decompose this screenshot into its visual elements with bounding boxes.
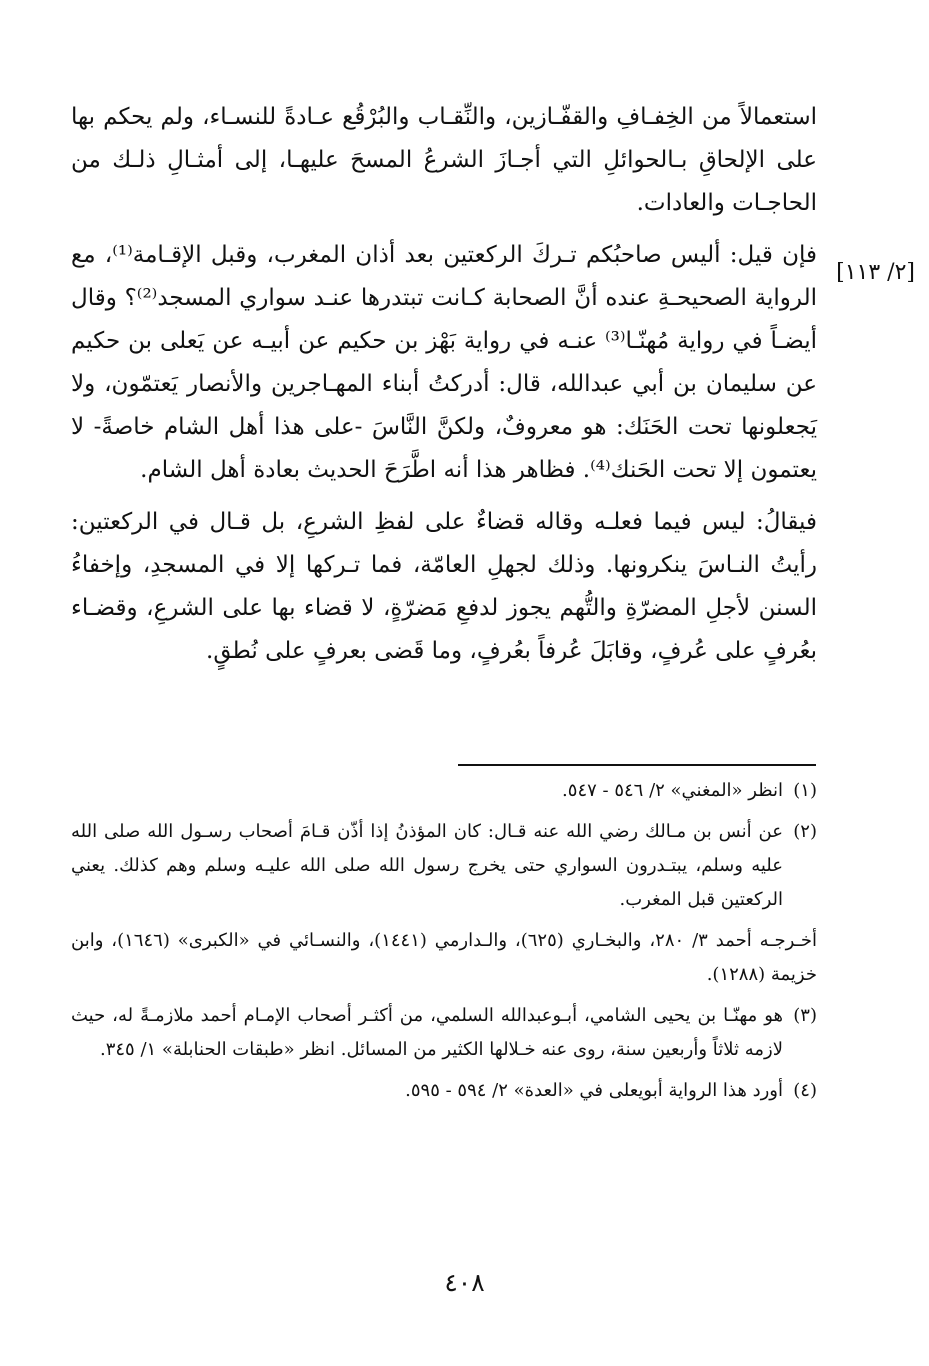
- footnote-text: أورد هذا الرواية أبويعلى في «العدة» ٢/ ٥٩٤ - ٥٩٥.: [405, 1080, 783, 1101]
- footnote-2: [71, 815, 817, 917]
- paragraph-1: استعمالاً من الخِفـافِ والقفّـازين، والنِّقـاب والبُرْقُع عـادةً للنسـاء، ولم يحكم بها على الإلحاقِ بـالحوائلِ التي أجـازَ الشرعُ المسحَ عليهـا، إلى أمثـالِ ذلـك من الحاجـات والعادات.: [71, 104, 817, 216]
- page-number: ٤٠٨: [444, 1268, 485, 1297]
- footnote-number: (١): [793, 780, 817, 801]
- margin-reference: [٢/ ١١٣]: [836, 260, 915, 285]
- footnote-4: [71, 1074, 817, 1108]
- footnote-number: (٢): [793, 821, 817, 842]
- footnote-1: [71, 774, 817, 808]
- footnote-3: [71, 999, 817, 1067]
- footnote-number: (٣): [793, 1005, 817, 1026]
- footnote-number: (٤): [793, 1080, 817, 1101]
- footnote-separator: [458, 764, 816, 766]
- paragraph-2: فإن قيل: أليس صاحبُكم تـركَ الركعتين بعد أذان المغرب، وقبل الإقـامة⁽¹⁾، مع الرواية الصحيحـةِ عنده أنَّ الصحابة كـانت تبتدرها عنـد سواري المسجد⁽²⁾؟ وقال أيضـاً في رواية مُهنّـا⁽³⁾ عنـه في رواية بَهْز بن حكيم عن أبيـه عن يَعلى بن حكيم عن سليمان بن أبي عبدالله، قال: أدركتُ أبناء المهـاجرين والأنصار يَعتمّون، ولا يَجعلونها تحت الحَنَك: هو معروفٌ، ولكنَّ النَّاسَ -على هذا أهل الشام خاصةً- لا يعتمون إلا تحت الحَنك⁽⁴⁾. فظاهر هذا أنه اطَّرَحَ الحديث بعادة أهل الشام.: [71, 242, 817, 483]
- footnote-text: عن أنس بن مـالك رضي الله عنه قـال: كان المؤذنُ إذا أذّن قـامَ أصحاب رسـول الله صلى الله عليه وسلم، يبتـدرون السواري حتى يخرج رسول الله صلى الله عليـه وسلم وهم كذلك. يعني الركعتين قبل المغرب.: [71, 821, 783, 910]
- main-text: [71, 96, 817, 673]
- footnote-text: انظر «المغني» ٢/ ٥٤٦ - ٥٤٧.: [562, 780, 783, 801]
- footnote-2-citation: أخـرجـه أحمد ٣/ ٢٨٠، والبخـاري (٦٢٥)، والـدارمي (١٤٤١)، والنسـائي في «الكبرى» (١٦٤٦)، وابن خزيمة (١٢٨٨).: [71, 930, 817, 985]
- footnotes: [71, 774, 817, 1115]
- paragraph-3: فيقالُ: ليس فيما فعلـه وقاله قضاءٌ على لفظِ الشرعِ، بل قـال في الركعتين: رأيتُ النـاسَ ينكرونها. وذلك لجهلِ العامّة، فما تـركها إلا في المسجدِ، وإخفاءُ السنن لأجلِ المضرّةِ والتُّهم يجوز لدفعِ مَضرّةٍ، لا قضاء بها على الشرعِ، وقضـاء بعُرفٍ على عُرفٍ، وقابَلَ عُرفاً بعُرفٍ، وما قَضى بعرفٍ على نُطقٍ.: [71, 509, 817, 664]
- footnote-text: هو مهنّـا بن يحيى الشامي، أبـوعبدالله السلمي، من أكثـر أصحاب الإمـام أحمد ملازمـةً له، حيث لازمه ثلاثاً وأربعين سنة، روى عنه خـلالها الكثير من المسائل. انظر «طبقات الحنابلة» ١/ ٣٤٥.: [71, 1005, 783, 1060]
